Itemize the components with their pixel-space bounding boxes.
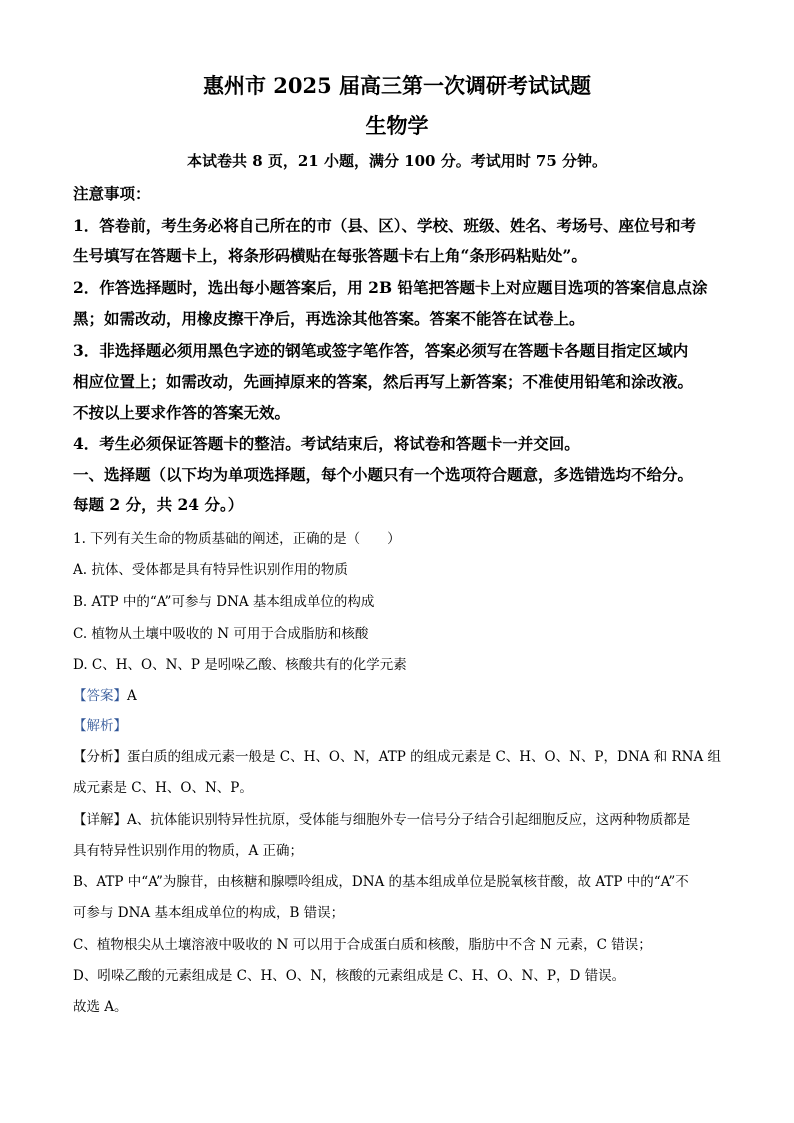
option-b: B. ATP 中的“A”可参与 DNA 基本组成单位的构成: [73, 594, 375, 610]
xiangjie-tag: 【详解】: [73, 812, 127, 828]
fenxi-text: 蛋白质的组成元素一般是 C、H、O、N，ATP 的组成元素是 C、H、O、N、P，DNA 和 RNA 组: [127, 749, 722, 765]
answer-line: [73, 684, 137, 704]
xiangjie-text: A、抗体能识别特异性抗原，受体能与细胞外专一信号分子结合引起细胞反应，这两种物质都是: [127, 812, 691, 828]
explain-c-line: C、植物根尖从土壤溶液中吸收的 N 可以用于合成蛋白质和核酸，脂肪中不含 N 元素，C 错误；: [73, 937, 652, 953]
explain-b-line-1: B、ATP 中“A”为腺苷，由核糖和腺嘌呤组成，DNA 的基本组成单位是脱氧核苷酸，故 ATP 中的“A”不: [73, 874, 689, 890]
conclusion-line: 故选 A。: [73, 999, 128, 1015]
fenxi-line-2: 成元素是 C、H、O、N、P。: [73, 780, 253, 796]
notice-line: 3．非选择题必须用黑色字迹的钢笔或签字笔作答，答案必须写在答题卡各题目指定区域内: [73, 341, 689, 360]
fenxi-tag: 【分析】: [73, 749, 127, 765]
notice-line: 黑；如需改动，用橡皮擦干净后，再选涂其他答案。答案不能答在试卷上。: [73, 309, 585, 328]
exam-title: 惠州市 2025 届高三第一次调研考试试题: [202, 73, 592, 98]
notice-line: 4．考生必须保证答题卡的整洁。考试结束后，将试卷和答题卡一并交回。: [73, 434, 580, 453]
question-stem: 1. 下列有关生命的物质基础的阐述，正确的是（ ）: [73, 531, 401, 547]
notice-line: 相应位置上；如需改动，先画掉原来的答案，然后再写上新答案；不准使用铅笔和涂改液。: [73, 372, 694, 391]
explain-b-line-2: 可参与 DNA 基本组成单位的构成，B 错误；: [73, 905, 345, 921]
option-d: D. C、H、O、N、P 是吲哚乙酸、核酸共有的化学元素: [73, 657, 407, 673]
section-heading-cont: 每题 2 分，共 24 分。）: [73, 495, 244, 514]
answer-value: A: [127, 688, 137, 704]
fenxi-line: [73, 745, 721, 765]
notice-line: 生号填写在答题卡上，将条形码横贴在每张答题卡右上角“条形码粘贴处”。: [73, 246, 587, 265]
notice-line: 1．答卷前，考生务必将自己所在的市（县、区）、学校、班级、姓名、考场号、座位号和考: [73, 216, 697, 235]
notice-line: 不按以上要求作答的答案无效。: [73, 403, 291, 422]
xiangjie-line-2: 具有特异性识别作用的物质，A 正确；: [73, 843, 304, 859]
exam-info: 本试卷共 8 页，21 小题，满分 100 分。考试用时 75 分钟。: [186, 152, 608, 170]
subject-title: 生物学: [365, 113, 429, 138]
notice-line: 2．作答选择题时，选出每小题答案后，用 2B 铅笔把答题卡上对应题目选项的答案信息点涂: [73, 278, 708, 297]
notice-heading: 注意事项：: [73, 184, 151, 203]
analysis-tag: 【解析】: [73, 718, 127, 734]
explain-d-line: D、吲哚乙酸的元素组成是 C、H、O、N，核酸的元素组成是 C、H、O、N、P，D 错误。: [73, 968, 626, 984]
option-c: C. 植物从土壤中吸收的 N 可用于合成脂肪和核酸: [73, 626, 369, 642]
answer-tag: 【答案】: [73, 688, 127, 704]
xiangjie-line: [73, 808, 690, 828]
option-a: A. 抗体、受体都是具有特异性识别作用的物质: [73, 562, 348, 578]
section-heading: 一、选择题（以下均为单项选择题，每个小题只有一个选项符合题意，多选错选均不给分。: [73, 465, 694, 484]
